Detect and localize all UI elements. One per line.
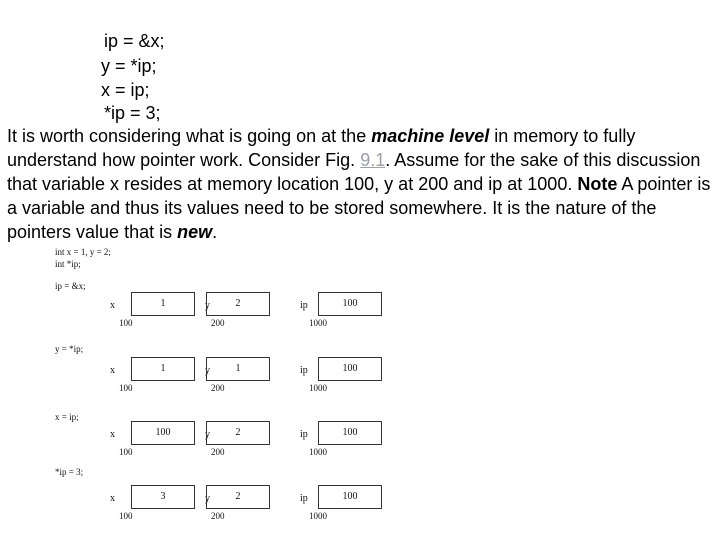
memory-address: 100 — [119, 447, 133, 457]
memory-cell: 100 — [318, 292, 382, 316]
memory-var-name: x — [110, 300, 115, 311]
figure-step-code: *ip = 3; — [55, 467, 84, 477]
memory-address: 1000 — [309, 318, 327, 328]
memory-var-name: ip — [300, 429, 308, 440]
memory-address: 200 — [211, 447, 225, 457]
memory-var-name: x — [110, 493, 115, 504]
figure-declaration-1: int x = 1, y = 2; — [55, 247, 111, 257]
code-line-3: x = ip; — [101, 80, 150, 100]
memory-address: 100 — [119, 318, 133, 328]
note-label: Note — [577, 174, 618, 194]
code-line-4: *ip = 3; — [104, 103, 161, 123]
memory-address: 1000 — [309, 511, 327, 521]
paragraph-text: . — [212, 222, 218, 242]
figure-step-code: ip = &x; — [55, 281, 86, 291]
memory-address: 100 — [119, 383, 133, 393]
memory-var-name: ip — [300, 493, 308, 504]
figure-reference-link[interactable]: 9.1 — [360, 150, 386, 170]
memory-address: 200 — [211, 383, 225, 393]
memory-cell: 100 — [318, 485, 382, 509]
figure-step-code: y = *ip; — [55, 344, 84, 354]
memory-cell: 100 — [318, 357, 382, 381]
paragraph-text: A pointer is a variable and thus its values need to be stored somewhere. It is the nature of the pointers value that is — [7, 174, 711, 242]
memory-var-name: y — [205, 300, 210, 311]
paragraph-text: It is worth considering what is going on at the — [7, 126, 372, 146]
memory-address: 1000 — [309, 383, 327, 393]
memory-address: 1000 — [309, 447, 327, 457]
memory-cell: 1 — [206, 357, 270, 381]
memory-cell: 100 — [131, 421, 195, 445]
memory-var-name: y — [205, 429, 210, 440]
memory-cell: 1 — [131, 357, 195, 381]
emphasis-machine-level: machine level — [371, 126, 490, 146]
emphasis-new: new — [177, 222, 213, 242]
memory-cell: 3 — [131, 485, 195, 509]
memory-cell: 100 — [318, 421, 382, 445]
memory-var-name: ip — [300, 300, 308, 311]
memory-address: 200 — [211, 318, 225, 328]
figure-declaration-2: int *ip; — [55, 259, 81, 269]
paragraph-text: in memory to fully understand how pointer work. Consider Fig. — [7, 126, 636, 170]
memory-var-name: y — [205, 493, 210, 504]
memory-cell: 2 — [206, 292, 270, 316]
memory-cell: 1 — [131, 292, 195, 316]
memory-var-name: x — [110, 365, 115, 376]
memory-var-name: y — [205, 365, 210, 376]
memory-cell: 2 — [206, 485, 270, 509]
paragraph-text: . Assume for the sake of this discussion that variable x resides at memory location 100, y at 200 and ip at 1000. — [7, 150, 701, 194]
memory-var-name: ip — [300, 365, 308, 376]
figure-step-code: x = ip; — [55, 412, 79, 422]
memory-address: 100 — [119, 511, 133, 521]
code-line-2: y = *ip; — [101, 56, 157, 76]
memory-address: 200 — [211, 511, 225, 521]
memory-cell: 2 — [206, 421, 270, 445]
code-line-1: ip = &x; — [104, 31, 165, 51]
memory-var-name: x — [110, 429, 115, 440]
